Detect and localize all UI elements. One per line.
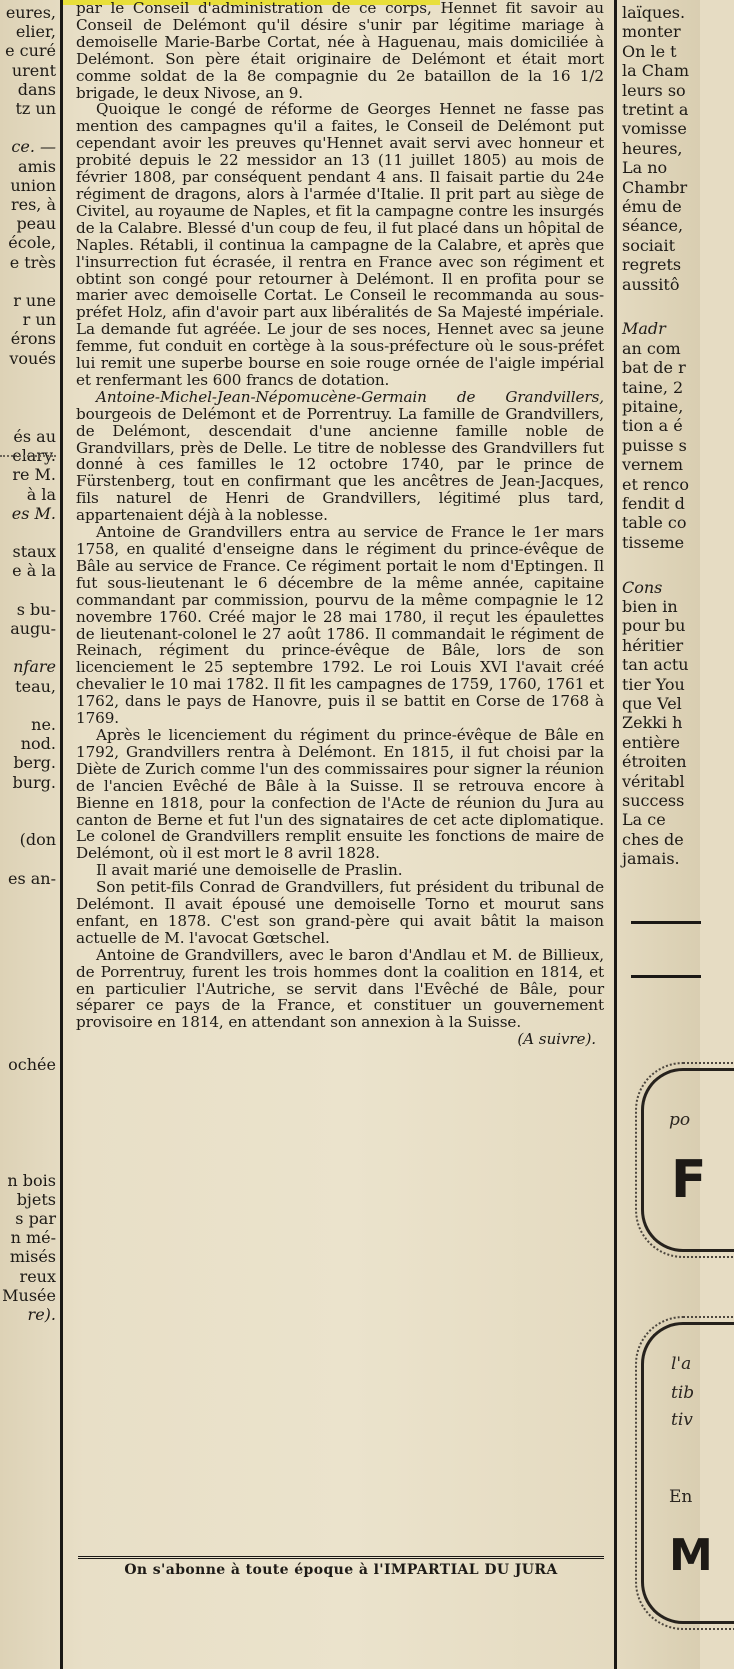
right-fragment-line: La ce [622, 810, 666, 830]
right-fragment-line: vernem [622, 455, 684, 475]
right-fragment-line: héritier [622, 635, 684, 655]
article-paragraph-4: Antoine de Grandvillers entra au service de France le 1er mars 1758, en qualité d'enseigne dans le régiment du prince-évêque de Bâle au service de France. Ce régiment portait le nom d'Eptingen. Il fut sous-lieutenant le 6 décembre de la même année, capitaine commandant par commission, pourvu de la même compagnie le 12 novembre 1760. Créé major le 28 mai 1780, il reçut les épaulettes de lieutenant-colonel le 27 août 1786. Il commandait le régiment de Reinach, régiment du prince-évêque de Bâle, lors de son licenciement le 25 septembre 1792. Le roi Louis XVI l'avait créé chevalier le 10 mai 1782. Il fit les campagnes de 1759, 1760, 1761 et 1762, dans le pays de Hanovre, puis il se battit en Corse de 1768 à 1769. [76, 523, 604, 728]
left-fragment-line: res, à [10, 195, 56, 214]
right-fragment-line: tier You [622, 674, 685, 694]
grandvillers-name: Antoine-Michel-Jean-Népomucène-Germain de Grandvillers, [96, 387, 604, 406]
left-fragment-line: nod. [20, 734, 56, 754]
left-fragment-line: à la [26, 484, 56, 504]
right-fragment-line: On le t [622, 41, 677, 61]
right-fragment-line: Madr [622, 319, 666, 339]
right-fragment-line: an com [622, 338, 681, 358]
left-fragment-line: eures, [5, 3, 56, 22]
left-fragment-line: dans [17, 79, 56, 99]
ad1-letter: F [671, 1150, 707, 1210]
ad2-text-3: tiv [671, 1410, 693, 1430]
right-fragment-line: tion a é [622, 416, 683, 436]
right-fragment-line: bat de r [622, 358, 686, 378]
article-paragraph-3 [76, 389, 604, 524]
left-fragment-line: r un [22, 310, 56, 330]
right-fragment-line: ches de [622, 829, 684, 849]
left-separator [0, 455, 56, 457]
ad1-text: po [669, 1110, 691, 1130]
left-fragment-line: misés [9, 1247, 56, 1267]
article-paragraph-1: par le Conseil d'administration de ce corps, Hennet fit savoir au Conseil de Delémont qu'il désire s'unir par légitime mariage à demoiselle Marie-Barbe Cortat, née à Haguenau, mais domiciliée à Delémont. Son père était originaire de Delémont et était mort comme soldat de la 8e compagnie du 2e bataillon de la 16 1/2 brigade, le deux Nivose, an 9. [76, 0, 604, 102]
right-fragment-line: success [622, 791, 685, 810]
right-fragment-line: regrets [622, 255, 682, 275]
right-fragment-line: tisseme [622, 532, 685, 552]
right-fragment-line: tretint a [622, 100, 689, 119]
left-fragment-line: burg. [12, 772, 56, 792]
left-fragment-line: ce. — [11, 137, 56, 157]
left-column-fragment [0, 0, 58, 1669]
left-fragment-line: és au [13, 427, 56, 446]
right-fragment-line: leurs so [622, 80, 686, 100]
left-fragment-line: re M. [12, 465, 56, 485]
right-fragment-line: la Cham [622, 61, 689, 81]
left-fragment-line: augu- [10, 619, 56, 638]
right-fragment-line: jamais. [622, 849, 680, 869]
left-fragment-line: teau, [15, 676, 56, 696]
right-fragment-line: Zekki h [622, 713, 683, 733]
column-rule-right [614, 0, 617, 1669]
left-fragment-line: n bois [7, 1170, 56, 1190]
right-fragment-line: Chambr [622, 177, 688, 197]
left-fragment-line: nfare [13, 657, 56, 677]
article-paragraph-5: Après le licenciement du régiment du prince-évêque de Bâle en 1792, Grandvillers rentra à Delémont. En 1815, il fut choisi par la Diète de Zurich comme l'un des commissaires pour signer la réunion de l'ancien Evêché de Bâle à la Suisse. Il se retrouva encore à Bienne en 1818, pour la confection de l'Acte de réunion du Jura au canton de Berne et fut l'un des signataires de cet acte diplomatique. Le colonel de Grandvillers remplit ensuite les fonctions de maire de Delémont, où il est mort le 8 avril 1828. [76, 725, 604, 863]
left-fragment-line: berg. [13, 753, 56, 773]
left-fragment-line: école, [8, 233, 56, 253]
right-separator-2 [631, 975, 701, 978]
left-fragment-line: staux [12, 542, 56, 562]
right-fragment-line: et renco [622, 474, 689, 494]
left-fragment-line: union [10, 175, 56, 195]
right-fragment-line: bien in [622, 597, 678, 616]
left-fragment-line: ne. [31, 715, 56, 734]
left-fragment-line: bjets [16, 1189, 56, 1209]
grandvillers-intro: bourgeois de Delémont et de Porrentruy. La famille de Grandvillers, de Delémont, descendait d'une ancienne famille noble de Grandvillars, près de Delle. Le titre de noblesse des Grandvillers fut donné à ces familles le 12 octobre 1740, par le prince de Fürstenberg, tout en confirmant que les ancêtres de Jean-Jacques, fils naturel de Henri de Grandvillers, légitimé plus tard, appartenaient déjà à la noblesse. [76, 404, 604, 525]
a-suivre-label: (A suivre). [517, 1030, 596, 1049]
left-fragment-line: urent [11, 60, 56, 80]
right-fragment-line: véritabl [622, 771, 685, 791]
article-paragraph-6: Il avait marié une demoiselle de Praslin. [96, 861, 403, 880]
ad2-text-2: tib [671, 1383, 695, 1403]
left-fragment-line: r une [13, 291, 56, 310]
ad2-letter: M [669, 1530, 713, 1581]
left-fragment-line: peau [16, 214, 56, 234]
right-fragment-line: étroiten [622, 752, 687, 772]
left-fragment-line: elary. [12, 446, 56, 466]
left-fragment-line: érons [10, 329, 56, 349]
right-fragment-line: puisse s [622, 435, 687, 455]
right-fragment-line: Cons [622, 577, 663, 597]
article-paragraph-7: Son petit-fils Conrad de Grandvillers, fut président du tribunal de Delémont. Il avait épousé une demoiselle Torno et mourut sans enfant, en 1878. C'est son grand-père qui avait bâtit la maison actuelle de M. l'avocat Gœtschel. [76, 878, 604, 947]
right-fragment-line: que Vel [622, 694, 682, 713]
left-fragment-line: s par [15, 1209, 56, 1228]
left-fragment-line: e très [9, 252, 56, 272]
right-fragment-line: taine, 2 [622, 377, 684, 397]
left-fragment-line: es M. [11, 503, 56, 523]
left-fragment-line: tz un [15, 99, 56, 118]
left-fragment-line: voués [9, 348, 56, 368]
right-fragment-line: séance, [622, 216, 684, 236]
right-fragment-line: laïques. [622, 3, 686, 22]
ad2-text-4: En [669, 1487, 693, 1507]
right-fragment-line: table co [622, 513, 687, 533]
left-fragment-line: n mé- [10, 1228, 56, 1248]
left-fragment-line: s bu- [16, 599, 56, 619]
article-paragraph-8: Antoine de Grandvillers, avec le baron d'Andlau et M. de Billieux, de Porrentruy, furent les trois hommes dont la coalition en 1814, et en particulier l'Autriche, se servit dans l'Evêché de Bâle, pour séparer ce pays de la France, et constituer un gouvernement provisoire en 1814, en attendant son annexion à la Suisse. [76, 945, 604, 1032]
right-fragment-line: ému de [622, 197, 682, 216]
right-fragment-line: vomisse [622, 119, 687, 139]
subscription-notice: On s'abonne à toute époque à l'IMPARTIAL DU JURA [124, 1562, 558, 1578]
right-fragment-line: monter [622, 22, 681, 42]
left-fragment-line: es an- [7, 868, 56, 888]
footer-rule [78, 1556, 604, 1559]
right-fragment-line: tan actu [622, 655, 689, 675]
left-fragment-line: Musée [2, 1285, 56, 1305]
right-fragment-line: pour bu [622, 616, 686, 636]
article-paragraph-2: Quoique le congé de réforme de Georges Hennet ne fasse pas mention des campagnes qu'il a faites, le Conseil de Delémont put cependant avoir les preuves qu'Hennet avait servi avec honneur et probité depuis le 22 messidor an 13 (11 juillet 1805) au mois de février 1808, par conséquent pendant 4 ans. Il faisait partie du 24e régiment de dragons, alors à l'armée d'Italie. Il prit part au siège de Civitel, au royaume de Naples, et fit la campagne contre les insurgés de la Calabre. Blessé d'un coup de feu, il fut placé dans un hôpital de Naples. Rétabli, il continua la campagne de la Calabre, et après que l'insurrection fut écrasée, il rentra en France avec son régiment et obtint son congé pour retourner à Delémont. Il en profita pour se marier avec demoiselle Cortat. Le Conseil le recommanda au sous-préfet Holz, afin d'avoir part aux libéralités de Sa Majesté impériale. La demande fut agréée. Le jour de ses noces, Hennet avec sa jeune femme, fut conduit en cortège à la sous-préfecture où le sous-préfet lui remit une superbe bourse en soie rouge ornée de l'aigle impérial et renfermant les 600 francs de dotation. [76, 100, 604, 389]
left-fragment-line: elier, [15, 22, 56, 42]
left-fragment-line: amis [17, 156, 56, 176]
right-fragment-line: heures, [622, 138, 683, 158]
article-column [76, 0, 604, 1048]
left-fragment-line: reux [19, 1266, 56, 1286]
right-fragment-line: pitaine, [622, 397, 684, 416]
right-fragment-line: La no [622, 158, 668, 178]
right-fragment-line: sociait [622, 235, 676, 255]
right-separator-1 [631, 921, 701, 924]
left-fragment-line: ochée [8, 1055, 56, 1075]
left-fragment-line: e curé [5, 41, 56, 61]
left-fragment-line: (don [19, 830, 56, 850]
right-fragment-line: aussitô [622, 274, 680, 294]
right-column-fragment [619, 0, 713, 1669]
column-rule-left [60, 0, 63, 1669]
left-fragment-line: re). [27, 1305, 56, 1324]
left-fragment-line: e à la [12, 561, 56, 581]
right-fragment-line: entière [622, 732, 680, 752]
right-fragment-line: fendit d [622, 494, 685, 513]
ad2-text-1: l'a [671, 1354, 692, 1374]
